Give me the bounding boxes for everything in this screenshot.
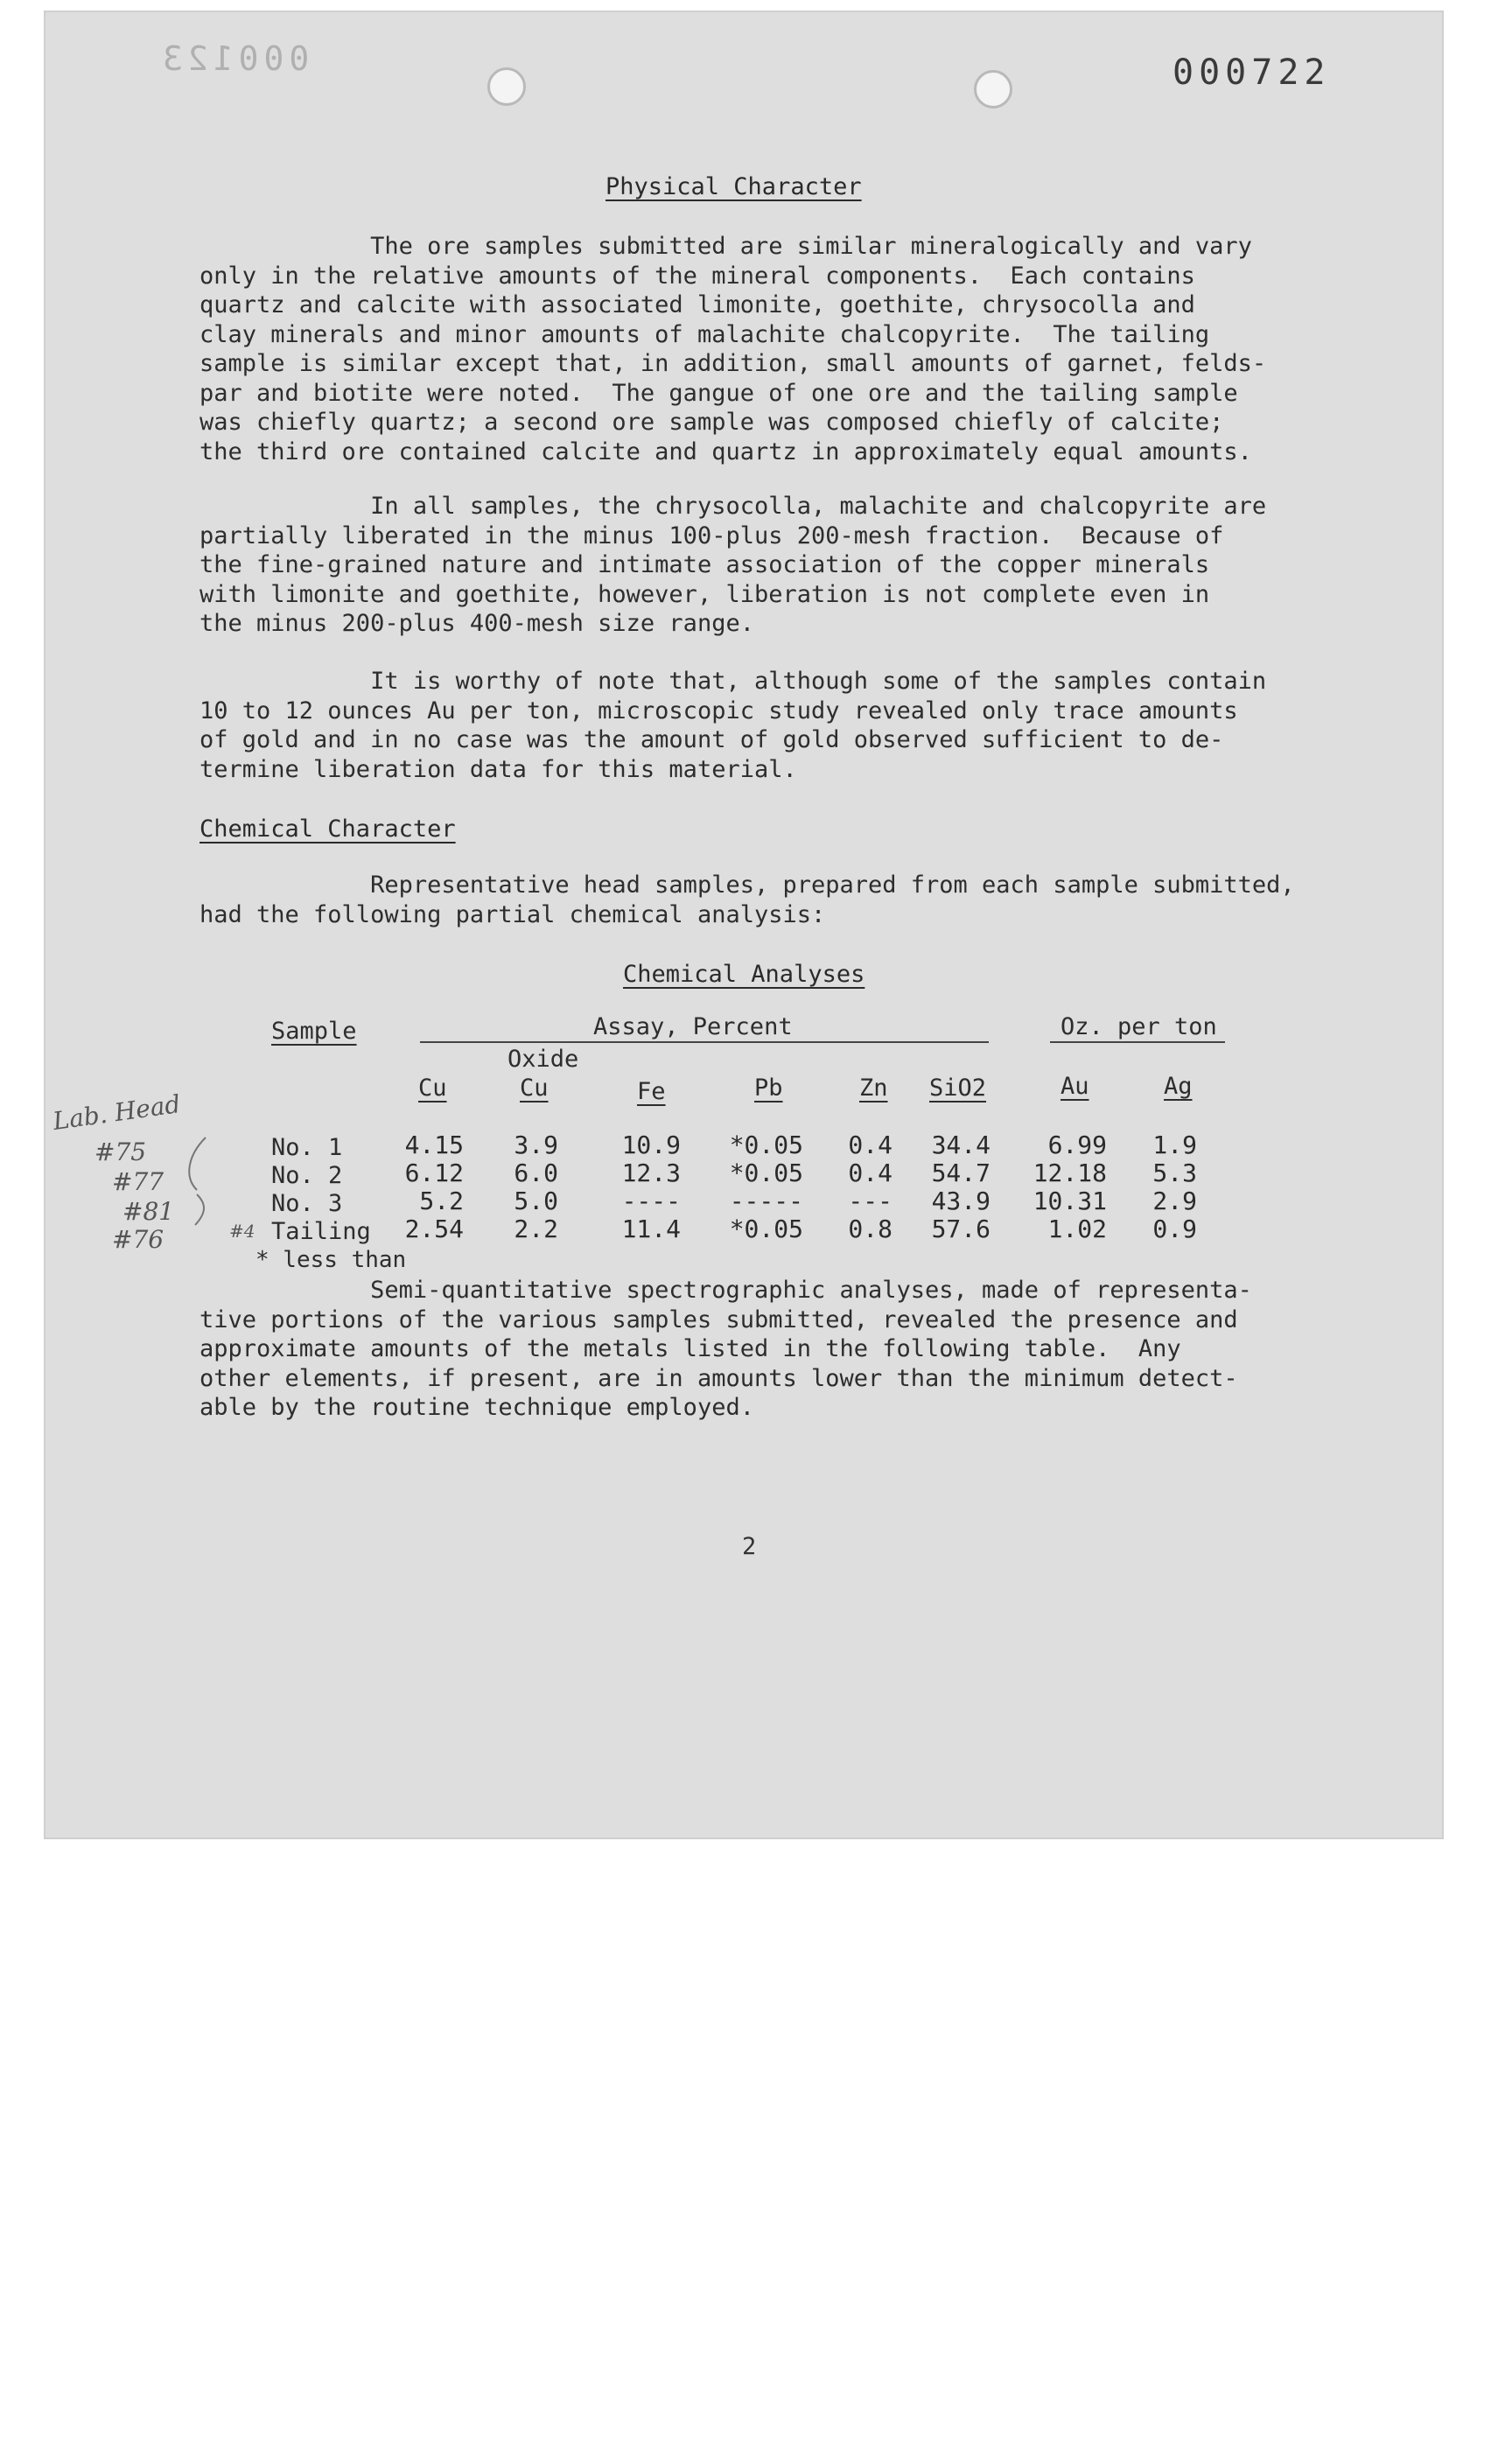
physical-paragraph-2 [200,492,1302,639]
text-line: Semi-quantitative spectrographic analyses, made of representa- [200,1277,1252,1304]
cell-au: 12.18 [1032,1158,1107,1187]
cell-zn: 0.4 [848,1158,892,1187]
assay-header: Assay, Percent [593,1013,793,1040]
page-footer-number: 2 [742,1533,757,1560]
punch-hole-left [487,67,526,106]
text-line: only in the relative amounts of the mineral components. Each contains [200,262,1195,290]
text-line: clay minerals and minor amounts of malachite chalcopyrite. The tailing [200,320,1210,348]
row-sample: No. 1 [271,1134,343,1161]
cell-pb: *0.05 [729,1130,803,1159]
text-line: had the following partial chemical analysis: [200,900,826,928]
chemical-after-paragraph [200,1276,1302,1423]
text-line: was chiefly quartz; a second ore sample was composed chiefly of calcite; [200,409,1224,436]
cell-fe: 12.3 [621,1158,681,1187]
text-line: approximate amounts of the metals listed in the following table. Any [200,1335,1181,1362]
text-line: sample is similar except that, in addition, small amounts of garnet, felds- [200,350,1267,377]
col-header-zn: Zn [859,1074,888,1102]
text-line: able by the routine technique employed. [200,1394,754,1421]
col-header-cu: Cu [418,1074,447,1102]
text-line: with limonite and goethite, however, liberation is not complete even in [200,580,1210,608]
physical-paragraph-1 [200,232,1302,466]
handwritten-number: #81 [122,1197,175,1226]
oxide-label: Oxide [508,1046,579,1073]
col-header-oxide-cu: Cu [520,1074,549,1102]
handwritten-number: #75 [94,1138,147,1166]
cell-fe: 10.9 [621,1130,681,1159]
physical-paragraph-3 [200,667,1302,784]
cell-ag: 1.9 [1152,1130,1197,1159]
cell-oxide-cu: 6.0 [514,1158,558,1187]
handwritten-number: #76 [112,1225,164,1254]
cell-ag: 5.3 [1152,1158,1197,1187]
chemical-character-heading: Chemical Character [200,816,456,843]
text-line: Representative head samples, prepared from each sample submitted, [200,872,1295,899]
text-line: termine liberation data for this material. [200,755,797,783]
cell-sio2: 43.9 [931,1186,990,1215]
cell-pb: *0.05 [729,1158,803,1187]
assay-rule [420,1041,989,1043]
cell-zn: 0.4 [848,1130,892,1159]
cell-au: 6.99 [1047,1130,1107,1159]
table-title: Chemical Analyses [623,961,865,988]
cell-cu: 5.2 [419,1186,464,1215]
oz-header: Oz. per ton [1060,1013,1217,1040]
cell-oxide-cu: 2.2 [514,1214,558,1243]
chemical-intro [200,871,1302,929]
cell-cu: 2.54 [404,1214,464,1243]
cell-oxide-cu: 3.9 [514,1130,558,1159]
text-line: the third ore contained calcite and quartz in approximately equal amounts. [200,438,1252,466]
row-sample: No. 2 [271,1162,343,1189]
handwritten-bracket-marks [171,1129,232,1234]
faded-page-number: 000123 [158,39,310,78]
cell-oxide-cu: 5.0 [514,1186,558,1215]
text-line: the minus 200-plus 400-mesh size range. [200,610,754,637]
table-footnote: * less than [256,1247,407,1273]
text-line: The ore samples submitted are similar mineralogically and vary [200,233,1252,260]
sample-header: Sample [271,1018,357,1045]
col-header-fe: Fe [637,1078,666,1105]
text-line: of gold and in no case was the amount of gold observed sufficient to de- [200,726,1224,753]
cell-fe: ---- [621,1186,681,1215]
cell-zn: --- [848,1186,892,1215]
col-header-pb: Pb [754,1074,783,1102]
handwritten-lab-head: Lab. Head [51,1088,183,1137]
oz-rule [1050,1041,1225,1043]
cell-pb: ----- [729,1186,803,1215]
text-line: tive portions of the various samples submitted, revealed the presence and [200,1306,1238,1334]
cell-sio2: 54.7 [931,1158,990,1187]
cell-au: 1.02 [1047,1214,1107,1243]
cell-zn: 0.8 [848,1214,892,1243]
cell-sio2: 57.6 [931,1214,990,1243]
cell-ag: 2.9 [1152,1186,1197,1215]
cell-ag: 0.9 [1152,1214,1197,1243]
text-line: 10 to 12 ounces Au per ton, microscopic study revealed only trace amounts [200,696,1238,724]
cell-sio2: 34.4 [931,1130,990,1159]
text-line: In all samples, the chrysocolla, malachite and chalcopyrite are [200,493,1267,520]
col-header-sio2: SiO2 [929,1074,987,1102]
text-line: par and biotite were noted. The gangue of one ore and the tailing sample [200,379,1238,407]
text-line: quartz and calcite with associated limonite, goethite, chrysocolla and [200,291,1195,318]
text-line: It is worthy of note that, although some of the samples contain [200,668,1267,695]
handwritten-tail-mark: #4 [229,1221,256,1242]
physical-character-heading: Physical Character [606,173,862,200]
cell-cu: 6.12 [404,1158,464,1187]
page-number: 000722 [1172,52,1331,93]
punch-hole-right [974,70,1012,108]
text-line: other elements, if present, are in amounts lower than the minimum detect- [200,1364,1238,1392]
row-sample: Tailing [271,1218,371,1245]
row-sample: No. 3 [271,1190,343,1217]
cell-cu: 4.15 [404,1130,464,1159]
col-header-au: Au [1060,1073,1089,1100]
cell-fe: 11.4 [621,1214,681,1243]
text-line: partially liberated in the minus 100-plus 200-mesh fraction. Because of [200,522,1224,550]
handwritten-number: #77 [112,1167,164,1196]
col-header-ag: Ag [1164,1073,1193,1100]
cell-au: 10.31 [1032,1186,1107,1215]
text-line: the fine-grained nature and intimate association of the copper minerals [200,551,1210,578]
cell-pb: *0.05 [729,1214,803,1243]
